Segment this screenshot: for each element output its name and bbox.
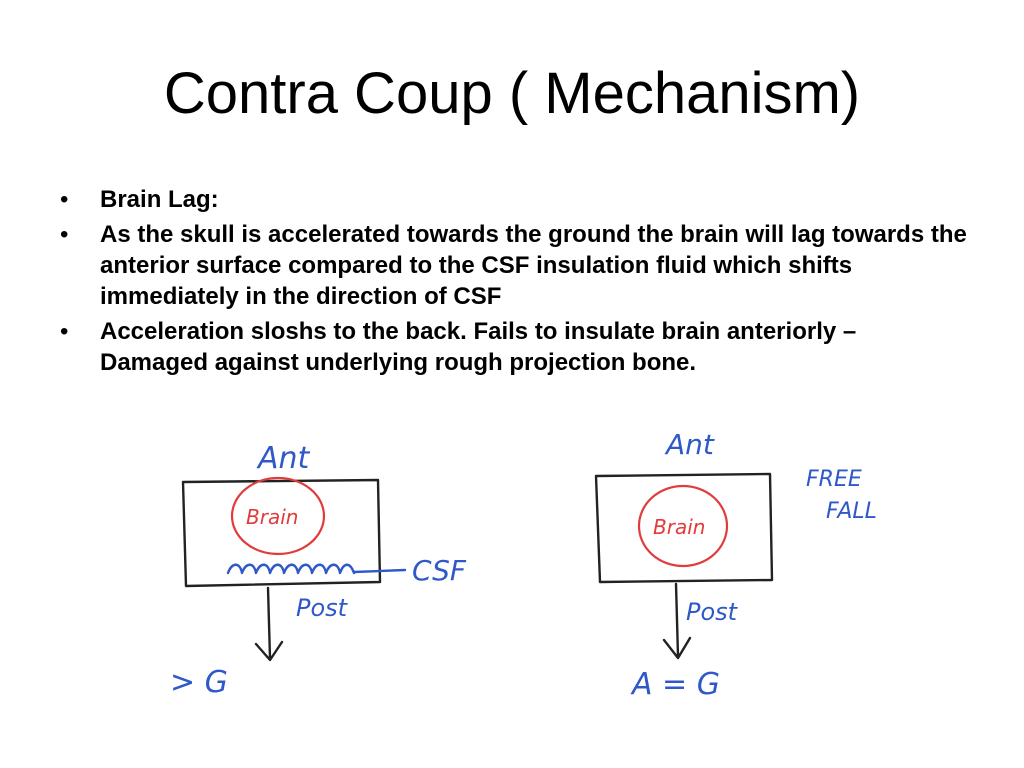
down-arrow — [256, 588, 282, 660]
fall-label: FALL — [826, 499, 877, 524]
bullet-list — [60, 184, 970, 382]
diagram-right — [580, 430, 910, 700]
bullet-glyph: • — [60, 221, 69, 248]
csf-pointer-line — [354, 570, 405, 572]
bullet-item — [60, 219, 970, 312]
bullet-text: Brain Lag: — [100, 186, 219, 213]
brain-label: Brain — [653, 515, 706, 539]
post-label: Post — [296, 594, 348, 622]
brain-label: Brain — [246, 505, 299, 529]
post-label: Post — [686, 598, 738, 626]
greater-g-label: > G — [170, 665, 228, 700]
bullet-item — [60, 184, 970, 215]
ant-label: Ant — [666, 430, 714, 461]
a-equals-g-label: A = G — [632, 667, 720, 700]
skull-box — [183, 480, 380, 586]
bullet-glyph: • — [60, 186, 69, 213]
diagram-left — [150, 430, 510, 700]
csf-squiggle — [228, 565, 354, 573]
bullet-item — [60, 316, 970, 378]
bullet-text: As the skull is accelerated towards the ground the brain will lag towards the anterior surface compared to the CSF insulation fluid which shifts immediately in the direction of CSF — [100, 221, 967, 310]
csf-label: CSF — [412, 554, 466, 587]
free-label: FREE — [806, 467, 862, 492]
bullet-text: Acceleration sloshs to the back. Fails to insulate brain anteriorly – Damaged against underlying rough projection bone. — [100, 318, 857, 376]
ant-label: Ant — [258, 441, 310, 476]
bullet-glyph: • — [60, 318, 69, 345]
slide-title: Contra Coup ( Mechanism) — [163, 61, 861, 126]
